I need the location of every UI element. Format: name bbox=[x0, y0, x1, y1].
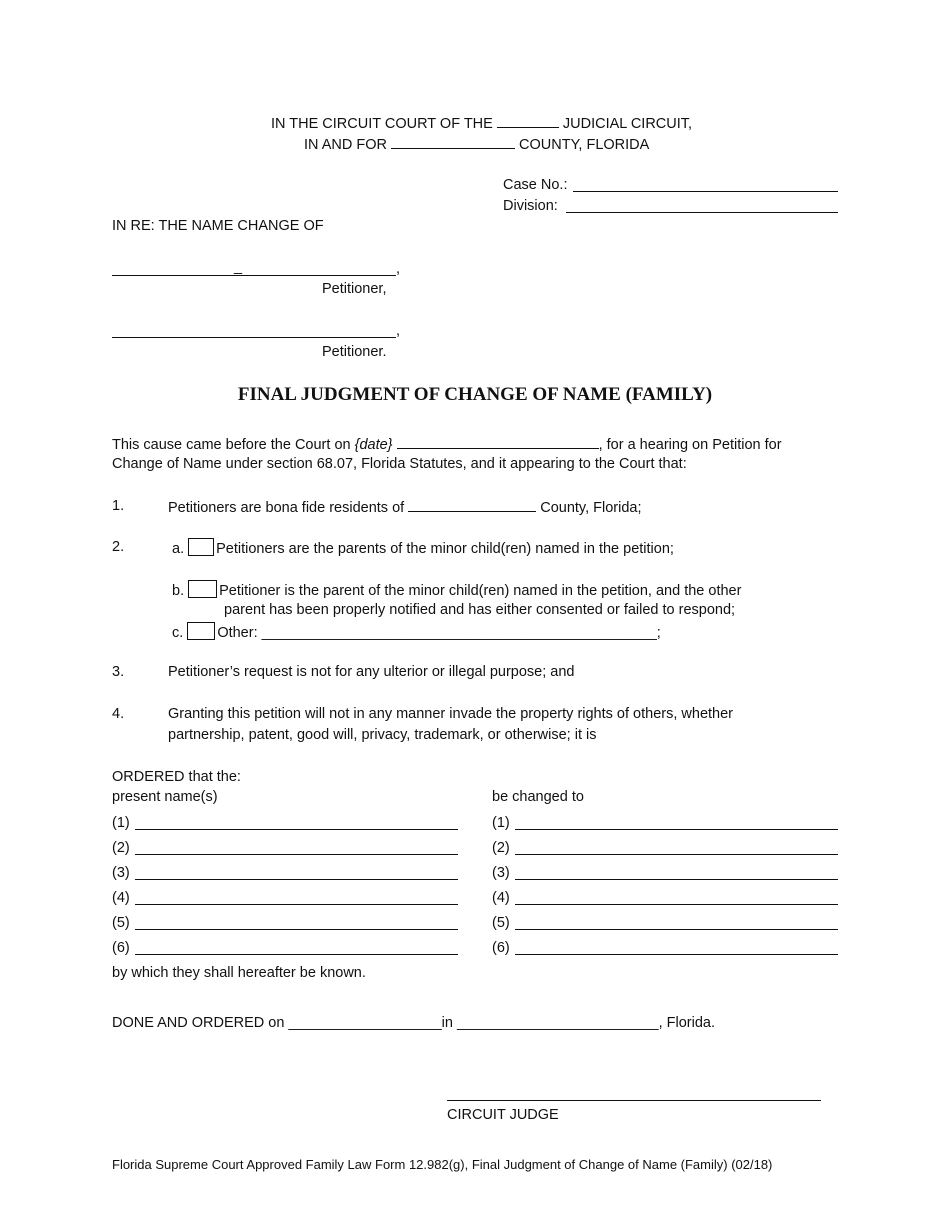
residence-county-field[interactable] bbox=[408, 497, 536, 512]
form-footer: Florida Supreme Court Approved Family Law Form 12.982(g), Final Judgment of Change of Name (Family) (02/18) bbox=[112, 1157, 773, 1172]
present-name-number: (4) bbox=[112, 890, 130, 906]
division-label: Division: bbox=[503, 198, 558, 214]
hearing-date-field[interactable] bbox=[397, 434, 599, 449]
petitioner1-mark: _ bbox=[234, 259, 243, 275]
present-name-number: (5) bbox=[112, 915, 130, 931]
petitioner2-comma: , bbox=[396, 323, 401, 339]
item2b-checkbox[interactable] bbox=[188, 580, 217, 598]
new-name-field[interactable] bbox=[515, 929, 838, 930]
item2c-checkbox[interactable] bbox=[187, 622, 215, 640]
new-name-field[interactable] bbox=[515, 854, 838, 855]
item2b-text-line2: parent has been properly notified and has either consented or failed to respond; bbox=[224, 602, 736, 618]
case-no-label: Case No.: bbox=[503, 177, 568, 193]
petitioner2-name-field[interactable] bbox=[112, 337, 396, 338]
circuit-number-field[interactable] bbox=[497, 113, 559, 128]
present-name-number: (1) bbox=[112, 815, 130, 831]
present-name-field[interactable] bbox=[135, 854, 458, 855]
document-title: FINAL JUDGMENT OF CHANGE OF NAME (FAMILY) bbox=[237, 384, 713, 405]
present-name-field[interactable] bbox=[135, 954, 458, 955]
new-name-number: (1) bbox=[492, 815, 510, 831]
ordered-heading: ORDERED that the: bbox=[112, 769, 241, 785]
new-name-field[interactable] bbox=[515, 904, 838, 905]
present-name-field[interactable] bbox=[135, 929, 458, 930]
item1-text: Petitioners are bona fide residents of County, Florida; bbox=[168, 497, 642, 517]
item2a-row: a. Petitioners are the parents of the minor child(ren) named in the petition; bbox=[172, 538, 674, 558]
division-field[interactable] bbox=[566, 212, 838, 213]
item1-number: 1. bbox=[112, 498, 125, 514]
item2c-row: c. Other: _________________________________________________; bbox=[172, 622, 661, 642]
present-name-field[interactable] bbox=[135, 829, 458, 830]
present-name-field[interactable] bbox=[135, 904, 458, 905]
new-name-field[interactable] bbox=[515, 954, 838, 955]
item4-number: 4. bbox=[112, 706, 125, 722]
item4-text-line1: Granting this petition will not in any manner invade the property rights of others, whether bbox=[168, 706, 733, 722]
item2-number: 2. bbox=[112, 539, 125, 555]
case-no-field[interactable] bbox=[573, 191, 838, 192]
present-name-number: (2) bbox=[112, 840, 130, 856]
petitioner2-label: Petitioner. bbox=[322, 344, 387, 360]
item3-text: Petitioner’s request is not for any ulterior or illegal purpose; and bbox=[168, 664, 575, 680]
item4-text-line2: partnership, patent, good will, privacy, trademark, or otherwise; it is bbox=[168, 727, 597, 743]
in-re-heading: IN RE: THE NAME CHANGE OF bbox=[112, 218, 324, 234]
changed-to-heading: be changed to bbox=[492, 789, 584, 805]
circuit-judge-label: CIRCUIT JUDGE bbox=[447, 1107, 559, 1123]
done-and-ordered-line: DONE AND ORDERED on ___________________in _________________________, Florida. bbox=[112, 1015, 716, 1031]
intro-line1: This cause came before the Court on {date} , for a hearing on Petition for bbox=[112, 434, 782, 454]
present-name-number: (6) bbox=[112, 940, 130, 956]
intro-line2: Change of Name under section 68.07, Florida Statutes, and it appearing to the Court that: bbox=[112, 456, 687, 472]
item3-number: 3. bbox=[112, 664, 125, 680]
court-header-line1: IN THE CIRCUIT COURT OF THE JUDICIAL CIRCUIT, bbox=[271, 113, 692, 133]
present-name-number: (3) bbox=[112, 865, 130, 881]
new-name-field[interactable] bbox=[515, 879, 838, 880]
present-names-heading: present name(s) bbox=[112, 789, 218, 805]
known-as-text: by which they shall hereafter be known. bbox=[112, 965, 366, 981]
petitioner1-comma: , bbox=[396, 261, 401, 277]
judge-signature-line[interactable] bbox=[447, 1100, 821, 1101]
petitioner1-name-field[interactable] bbox=[112, 275, 396, 276]
petitioner1-label: Petitioner, bbox=[322, 281, 387, 297]
court-header-line2: IN AND FOR COUNTY, FLORIDA bbox=[304, 134, 649, 154]
new-name-field[interactable] bbox=[515, 829, 838, 830]
date-placeholder: {date} bbox=[354, 437, 393, 453]
new-name-number: (5) bbox=[492, 915, 510, 931]
new-name-number: (2) bbox=[492, 840, 510, 856]
present-name-field[interactable] bbox=[135, 879, 458, 880]
item2b-row: b. Petitioner is the parent of the minor child(ren) named in the petition, and the other bbox=[172, 580, 741, 600]
new-name-number: (4) bbox=[492, 890, 510, 906]
new-name-number: (3) bbox=[492, 865, 510, 881]
new-name-number: (6) bbox=[492, 940, 510, 956]
county-field[interactable] bbox=[391, 134, 515, 149]
item2a-checkbox[interactable] bbox=[188, 538, 214, 556]
